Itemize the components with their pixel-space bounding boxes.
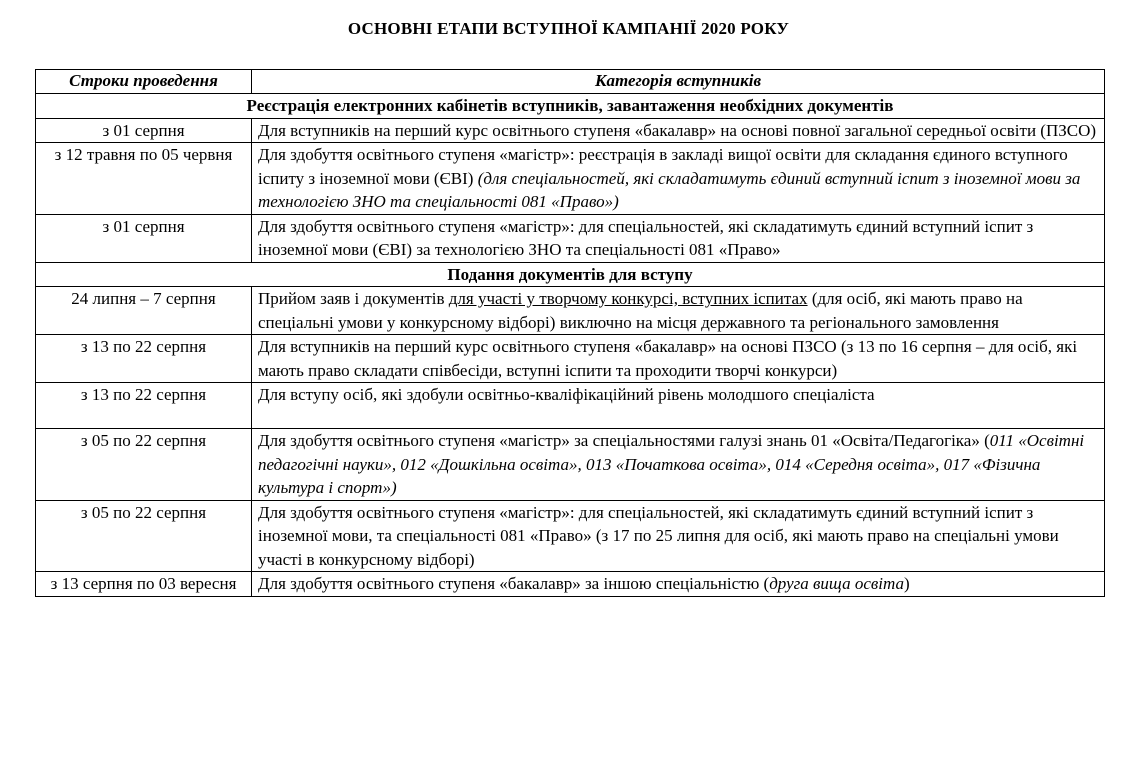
row-description: [252, 429, 1105, 501]
section-title-registration: Реєстрація електронних кабінетів вступників, завантаження необхідних документів: [36, 94, 1105, 119]
row-text-italic: (для спеціальностей, які складатимуть єдиний вступний іспит з іноземної мови за технологією ЗНО та спеціальності 081 «Право»): [258, 168, 1081, 211]
header-dates: Строки проведення: [36, 70, 252, 94]
row-date: з 05 по 22 серпня: [36, 429, 252, 501]
row-text-tail: (для осіб, які мають право на спеціальні умови у конкурсному відборі) виключно на місця державного та регіонального замовлення: [258, 289, 1023, 332]
row-date: з 12 травня по 05 червня: [36, 143, 252, 215]
table-row: [36, 143, 1105, 215]
row-text-italic: 011 «Освітні педагогічні науки», 012 «Дошкільна освіта», 013 «Початкова освіта», 014 «Середня освіта», 017 «Фізична культура і спорт»): [258, 431, 1085, 497]
row-text-tail: ): [904, 574, 910, 593]
row-text: Прийом заяв і документів: [258, 289, 449, 308]
table-row: [36, 335, 1105, 383]
row-description: Для вступників на перший курс освітнього ступеня «бакалавр» на основі повної загальної середньої освіти (ПЗСО): [252, 118, 1105, 143]
row-text: Для здобуття освітнього ступеня «бакалавр» за іншою спеціальністю (: [258, 574, 770, 593]
row-date: з 05 по 22 серпня: [36, 500, 252, 572]
row-date: 24 липня – 7 серпня: [36, 287, 252, 335]
row-description: [252, 143, 1105, 215]
row-description: Для здобуття освітнього ступеня «магістр»: для спеціальностей, які складатимуть єдиний вступний іспит з іноземної мови (ЄВІ) за технологією ЗНО та спеціальності 081 «Право»: [252, 214, 1105, 262]
section-title-submission: Подання документів для вступу: [36, 262, 1105, 287]
row-description: Для вступу осіб, які здобули освітньо-кваліфікаційний рівень молодшого спеціаліста: [252, 383, 1105, 429]
table-row: [36, 287, 1105, 335]
row-date: з 01 серпня: [36, 118, 252, 143]
table-row: [36, 383, 1105, 429]
row-date: з 13 по 22 серпня: [36, 383, 252, 429]
row-text: Для здобуття освітнього ступеня «магістр»: реєстрація в закладі вищої освіти для складання єдиного вступного іспиту з іноземної мови (ЄВІ): [258, 145, 1068, 188]
document-title: ОСНОВНІ ЕТАПИ ВСТУПНОЇ КАМПАНІЇ 2020 РОКУ: [347, 19, 790, 38]
table-row: [36, 500, 1105, 572]
row-text-italic: друга вища освіта: [769, 574, 905, 593]
row-description: Для здобуття освітнього ступеня «магістр»: для спеціальностей, які складатимуть єдиний вступний іспит з іноземної мови, та спеціальності 081 «Право» (з 17 по 25 липня для осіб, які мають право на спеціальні умови участі в конкурсному відборі): [252, 500, 1105, 572]
row-date: з 01 серпня: [36, 214, 252, 262]
row-date: з 13 по 22 серпня: [36, 335, 252, 383]
row-description: [252, 287, 1105, 335]
row-description: [252, 572, 1105, 597]
section-row: [36, 94, 1105, 119]
row-text-underlined: для участі у творчому конкурсі, вступних іспитах: [448, 289, 808, 308]
row-text: Для здобуття освітнього ступеня «магістр» за спеціальностями галузі знань 01 «Освіта/Педагогіка» (: [258, 431, 990, 450]
admission-schedule-table: [35, 69, 1105, 597]
table-header-row: [36, 70, 1105, 94]
row-date: з 13 серпня по 03 вересня: [36, 572, 252, 597]
header-category: Категорія вступників: [252, 70, 1105, 94]
table-row: [36, 118, 1105, 143]
row-description: Для вступників на перший курс освітнього ступеня «бакалавр» на основі ПЗСО (з 13 по 16 серпня – для осіб, які мають право складати співбесіди, вступні іспити та проходити творчі конкурси): [252, 335, 1105, 383]
table-row: [36, 572, 1105, 597]
section-row: [36, 262, 1105, 287]
table-row: [36, 214, 1105, 262]
table-row: [36, 429, 1105, 501]
